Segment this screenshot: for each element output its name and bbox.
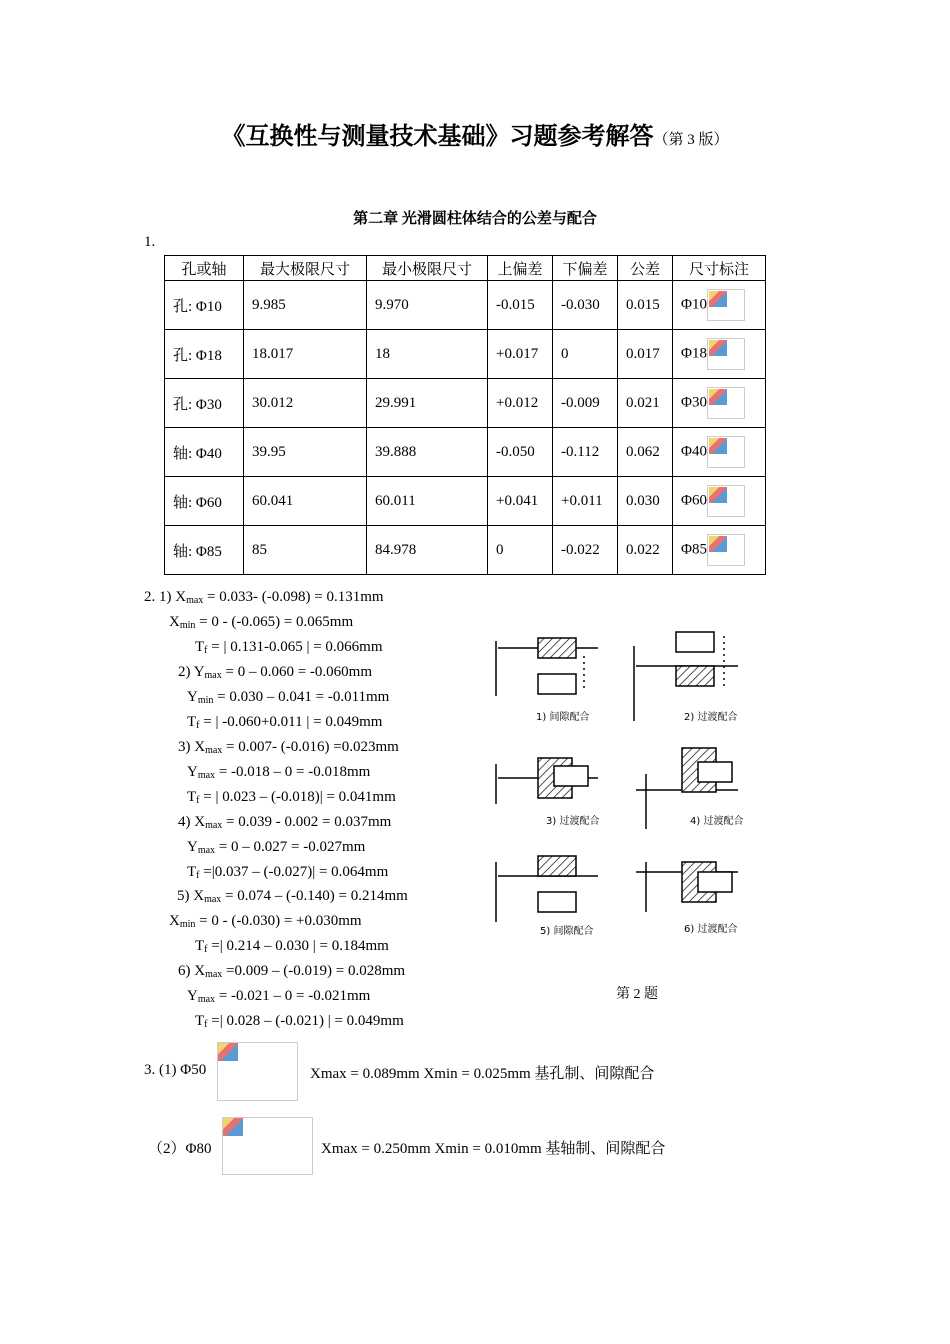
cell: -0.112 [553, 428, 618, 477]
dimension-cell: Φ30 [673, 379, 766, 428]
cell: 0.021 [618, 379, 673, 428]
cell: -0.022 [553, 526, 618, 575]
dimension-cell: Φ10 [673, 281, 766, 330]
calc-line: $T_f$ = | 0.023 – (-0.018)| = 0.041mm [187, 789, 396, 806]
cell: +0.017 [488, 330, 553, 379]
question-1-label: 1. [144, 234, 156, 250]
q3-line-2-prefix: （2）Φ80 [148, 1141, 212, 1157]
cell: 0.022 [618, 526, 673, 575]
broken-image-icon [707, 436, 745, 468]
diagram-6 [636, 862, 738, 912]
broken-image-icon [707, 387, 745, 419]
broken-image-icon [707, 485, 745, 517]
cell: 0.017 [618, 330, 673, 379]
cell: 29.991 [367, 379, 488, 428]
diagram-caption: 1) 间隙配合 [536, 712, 590, 723]
calc-line: 2) $Y_{max} = 0 - 0.060 = -0.060mm$ [178, 664, 372, 681]
cell: +0.012 [488, 379, 553, 428]
calc-line: 3) $X_{max} = 0.007-$ (-0.016) =0.023mm [178, 739, 399, 756]
cell: 0 [553, 330, 618, 379]
cell: 孔: Φ10 [165, 281, 244, 330]
figure-caption: 第 2 题 [616, 987, 658, 1002]
table-header-row [165, 256, 766, 281]
diagram-5 [496, 856, 598, 922]
cell: -0.015 [488, 281, 553, 330]
diagram-3 [496, 758, 598, 804]
calc-line: $Y_{max} = -0.018 - 0 = -0.018mm$ [187, 764, 371, 781]
cell: 孔: Φ18 [165, 330, 244, 379]
calc-line: $Y_{max} = 0 - 0.027 = -0.027mm$ [187, 839, 366, 856]
diagram-caption: 4) 过渡配合 [690, 816, 744, 827]
table-row [165, 428, 766, 477]
diagram-2 [634, 632, 738, 721]
cell: 18 [367, 330, 488, 379]
cell: +0.011 [553, 477, 618, 526]
dimension-cell: Φ60 [673, 477, 766, 526]
cell: 0 [488, 526, 553, 575]
header-cell: 最小极限尺寸 [367, 256, 488, 281]
cell: 0.030 [618, 477, 673, 526]
diagram-caption: 5) 间隙配合 [540, 926, 594, 937]
header-cell: 上偏差 [488, 256, 553, 281]
cell: 84.978 [367, 526, 488, 575]
calc-line: $X_{min} = 0 - (-0.030) = +0.030mm$ [169, 913, 362, 930]
broken-image-icon [707, 289, 745, 321]
diagram-caption: 3) 过渡配合 [546, 816, 600, 827]
calc-line: 4) $X_{max} = 0.039 - 0.002 = 0.037mm$ [178, 814, 392, 831]
cell: 60.011 [367, 477, 488, 526]
q3-line-2-text: Xmax = 0.250mm Xmin = 0.010mm 基轴制、间隙配合 [321, 1141, 666, 1157]
broken-image-icon [707, 338, 745, 370]
table-row [165, 526, 766, 575]
header-cell: 最大极限尺寸 [244, 256, 367, 281]
cell: 0.015 [618, 281, 673, 330]
diagram-1 [496, 638, 598, 696]
cell: -0.030 [553, 281, 618, 330]
diagram-caption: 2) 过渡配合 [684, 712, 738, 723]
chapter-heading: 第二章 光滑圆柱体结合的公差与配合 [353, 211, 597, 227]
tolerance-table [164, 255, 766, 575]
document-title: 《互换性与测量技术基础》习题参考解答（第 3 版） [221, 124, 729, 150]
cell: 39.95 [244, 428, 367, 477]
calc-line: 5) $X_{max} = 0.074 - (-0.140) = 0.214mm$ [177, 888, 408, 905]
header-cell: 公差 [618, 256, 673, 281]
calc-line: $T_f$ =| 0.214 – 0.030 | = 0.184mm [195, 938, 389, 955]
cell: 轴: Φ85 [165, 526, 244, 575]
calc-line: $Y_{max} = -0.021 - 0 = -0.021mm$ [187, 988, 371, 1005]
broken-image-icon [217, 1042, 298, 1101]
calc-line: $T_f =|0.037 - (-0.027)| = 0.064mm$ [187, 864, 389, 881]
cell: 30.012 [244, 379, 367, 428]
header-cell: 孔或轴 [165, 256, 244, 281]
table-row [165, 281, 766, 330]
q3-line-1-prefix: 3. (1) Φ50 [144, 1062, 207, 1078]
diagram-caption: 6) 过渡配合 [684, 924, 738, 935]
cell: 孔: Φ30 [165, 379, 244, 428]
calc-line: $T_f$ =| 0.028 – (-0.021) | = 0.049mm [195, 1013, 404, 1030]
calc-line: $T_f$ = | -0.060+0.011 | = 0.049mm [187, 714, 383, 731]
header-cell: 下偏差 [553, 256, 618, 281]
dimension-cell: Φ18 [673, 330, 766, 379]
cell: 0.062 [618, 428, 673, 477]
q3-line-1-text: Xmax = 0.089mm Xmin = 0.025mm 基孔制、间隙配合 [310, 1066, 655, 1082]
edition-label: （第 3 版） [653, 132, 729, 148]
cell: 9.970 [367, 281, 488, 330]
cell: 9.985 [244, 281, 367, 330]
cell: 轴: Φ40 [165, 428, 244, 477]
cell: 轴: Φ60 [165, 477, 244, 526]
table-row [165, 379, 766, 428]
fit-diagrams [488, 626, 778, 940]
broken-image-icon [707, 534, 745, 566]
cell: 85 [244, 526, 367, 575]
dimension-cell: Φ85 [673, 526, 766, 575]
cell: +0.041 [488, 477, 553, 526]
table-row [165, 477, 766, 526]
header-cell: 尺寸标注 [673, 256, 766, 281]
calc-line: 2. 1) $X_{max} = 0.033-$ (-0.098) = 0.131mm [144, 589, 384, 606]
table-row [165, 330, 766, 379]
cell: 18.017 [244, 330, 367, 379]
calc-line: $X_{min} = 0 - (-0.065) = 0.065mm$ [169, 614, 354, 631]
calc-line: 6) $X_{max} =0.009 - (-0.019) = 0.028mm$ [178, 963, 406, 980]
cell: 39.888 [367, 428, 488, 477]
cell: -0.009 [553, 379, 618, 428]
dimension-cell: Φ40 [673, 428, 766, 477]
broken-image-icon [222, 1117, 313, 1175]
cell: -0.050 [488, 428, 553, 477]
cell: 60.041 [244, 477, 367, 526]
calc-line: $Y_{min} = 0.030 - 0.041 = -0.011mm$ [187, 689, 390, 706]
calc-line: $T_f$ = | 0.131-0.065 | = 0.066mm [195, 639, 383, 656]
